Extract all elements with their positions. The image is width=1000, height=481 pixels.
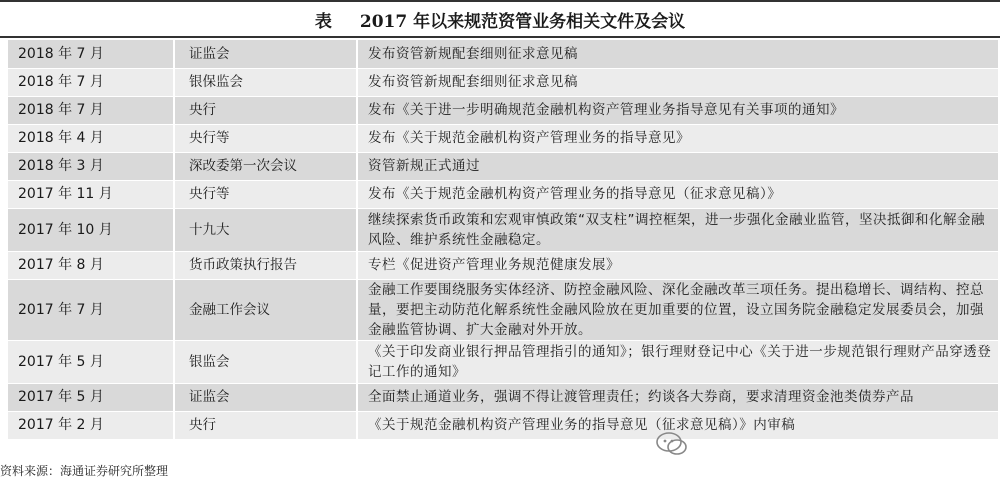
date-cell: 2017 年 11 月 <box>8 180 174 208</box>
date-cell: 2018 年 3 月 <box>8 152 174 180</box>
date-cell: 2018 年 7 月 <box>8 40 174 68</box>
org-cell: 央行等 <box>174 180 357 208</box>
desc-cell: 《关于印发商业银行押品管理指引的通知》；银行理财登记中心《关于进一步规范银行理财产品穿透登记工作的通知》 <box>357 340 998 383</box>
org-cell: 银监会 <box>174 340 357 383</box>
org-cell: 金融工作会议 <box>174 279 357 340</box>
table-row <box>8 208 998 251</box>
desc-cell: 资管新规正式通过 <box>357 152 998 180</box>
org-cell: 银保监会 <box>174 68 357 96</box>
table-row <box>8 152 998 180</box>
table-row <box>8 68 998 96</box>
table-row <box>8 180 998 208</box>
policy-table <box>8 40 998 440</box>
org-cell: 央行 <box>174 411 357 439</box>
org-cell: 央行 <box>174 96 357 124</box>
desc-cell: 发布资管新规配套细则征求意见稿 <box>357 40 998 68</box>
table-title-prefix: 表 <box>314 11 332 32</box>
date-cell: 2017 年 2 月 <box>8 411 174 439</box>
table-row <box>8 279 998 340</box>
desc-cell: 发布《关于规范金融机构资产管理业务的指导意见》 <box>357 124 998 152</box>
table-row <box>8 411 998 439</box>
date-cell: 2017 年 10 月 <box>8 208 174 251</box>
org-cell: 十九大 <box>174 208 357 251</box>
table-row <box>8 96 998 124</box>
date-cell: 2018 年 4 月 <box>8 124 174 152</box>
desc-cell: 专栏《促进资产管理业务规范健康发展》 <box>357 251 998 279</box>
desc-cell: 发布资管新规配套细则征求意见稿 <box>357 68 998 96</box>
table-row <box>8 251 998 279</box>
table-row <box>8 124 998 152</box>
desc-cell: 金融工作要围绕服务实体经济、防控金融风险、深化金融改革三项任务。提出稳增长、调结构、控总量，要把主动防范化解系统性金融风险放在更加重要的位置，设立国务院金融稳定发展委员会，加强金融监管协调、扩大金融对外开放。 <box>357 279 998 340</box>
org-cell: 货币政策执行报告 <box>174 251 357 279</box>
date-cell: 2017 年 8 月 <box>8 251 174 279</box>
date-cell: 2017 年 5 月 <box>8 383 174 411</box>
date-cell: 2018 年 7 月 <box>8 96 174 124</box>
table-title-text: 2017 年以来规范资管业务相关文件及会议 <box>359 11 686 32</box>
table-row <box>8 383 998 411</box>
table-row <box>8 40 998 68</box>
table-row <box>8 340 998 383</box>
date-cell: 2018 年 7 月 <box>8 68 174 96</box>
desc-cell: 《关于规范金融机构资产管理业务的指导意见（征求意见稿）》内审稿 <box>357 411 998 439</box>
org-cell: 证监会 <box>174 383 357 411</box>
org-cell: 央行等 <box>174 124 357 152</box>
desc-cell: 发布《关于规范金融机构资产管理业务的指导意见（征求意见稿）》 <box>357 180 998 208</box>
desc-cell: 全面禁止通道业务，强调不得让渡管理责任；约谈各大券商，要求清理资金池类债券产品 <box>357 383 998 411</box>
table-title <box>0 0 1000 38</box>
source-note: 资料来源：海通证券研究所整理 <box>0 464 169 478</box>
desc-cell: 发布《关于进一步明确规范金融机构资产管理业务指导意见有关事项的通知》 <box>357 96 998 124</box>
date-cell: 2017 年 5 月 <box>8 340 174 383</box>
org-cell: 证监会 <box>174 40 357 68</box>
desc-cell: 继续探索货币政策和宏观审慎政策“双支柱”调控框架，进一步强化金融业监管，坚决抵御和化解金融风险、维护系统性金融稳定。 <box>357 208 998 251</box>
org-cell: 深改委第一次会议 <box>174 152 357 180</box>
date-cell: 2017 年 7 月 <box>8 279 174 340</box>
